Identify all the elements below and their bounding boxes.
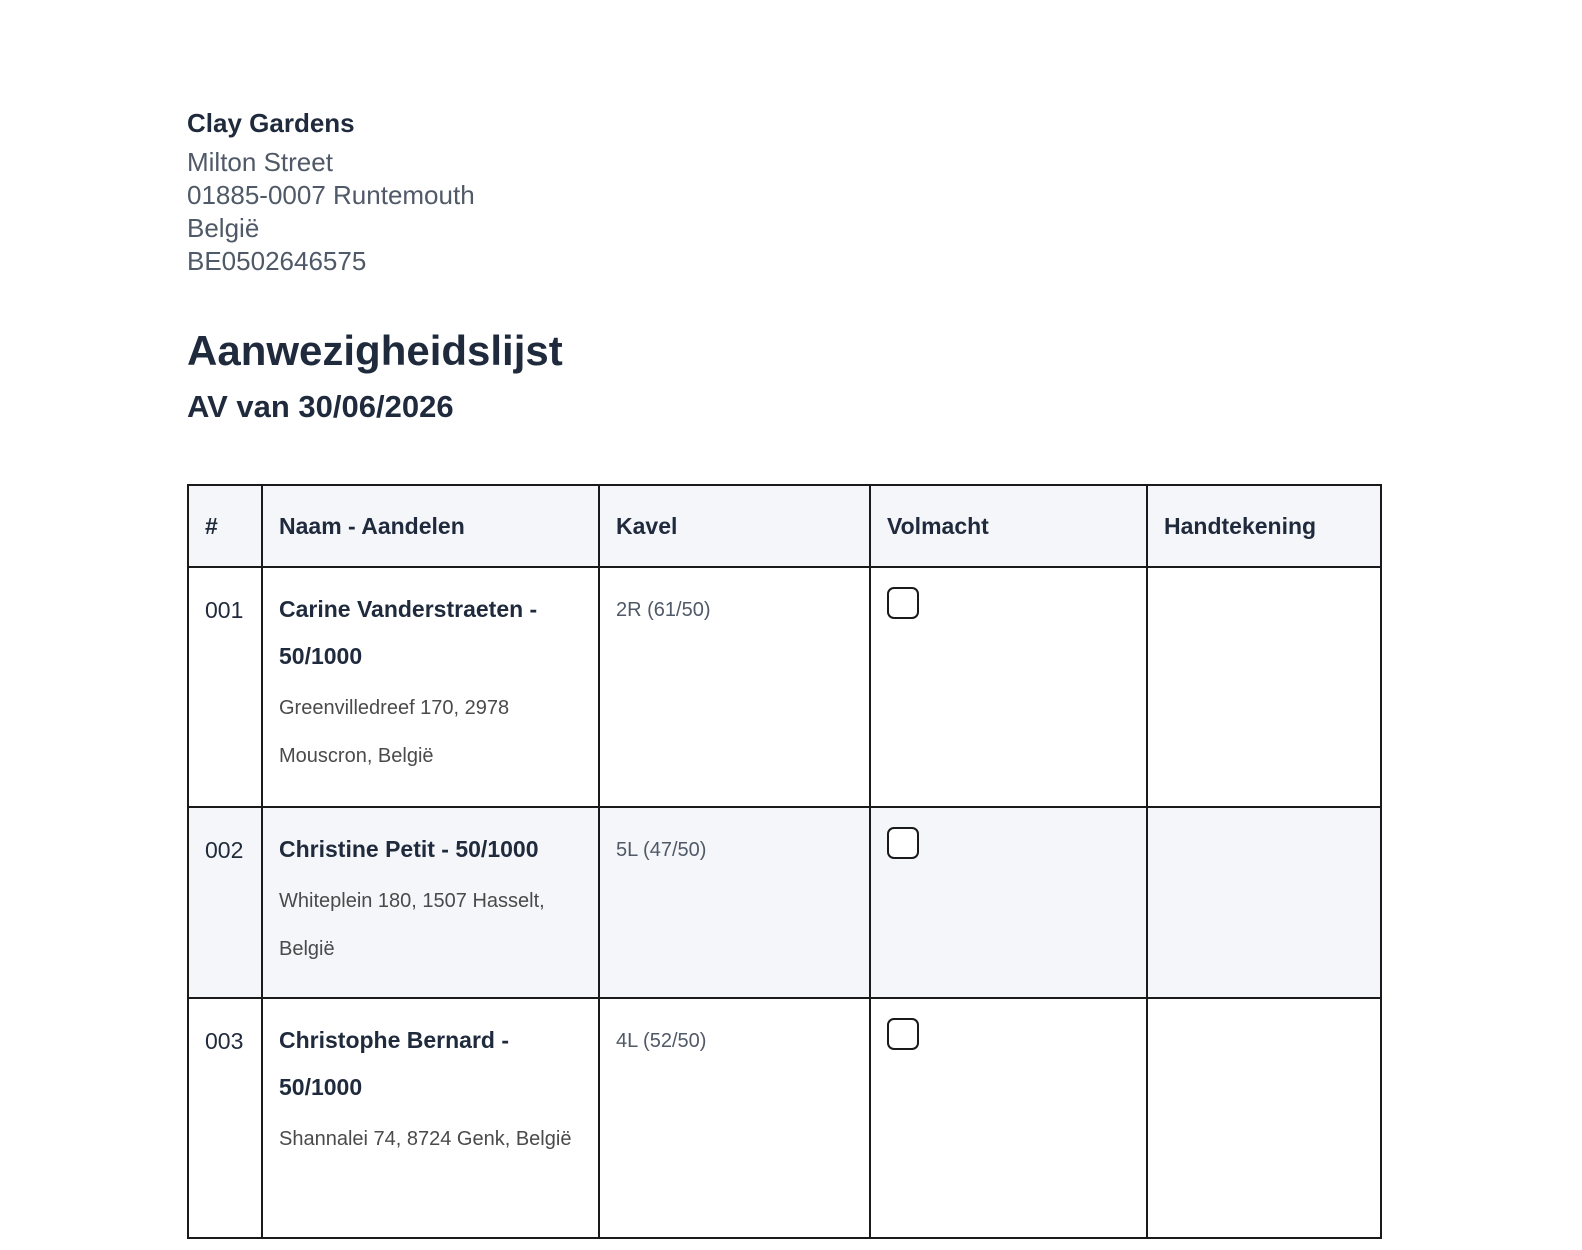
cell-lot bbox=[599, 807, 870, 998]
cell-proxy bbox=[870, 998, 1147, 1238]
table-header-row bbox=[188, 485, 1381, 567]
cell-proxy bbox=[870, 567, 1147, 807]
owner-address: Greenvilledreef 170, 2978 Mouscron, België bbox=[279, 697, 510, 767]
table-row bbox=[188, 998, 1381, 1238]
row-number: 001 bbox=[205, 597, 244, 623]
cell-num bbox=[188, 567, 262, 807]
cell-lot bbox=[599, 998, 870, 1238]
cell-proxy bbox=[870, 807, 1147, 998]
signature-field[interactable] bbox=[1147, 998, 1381, 1238]
header-proxy: Volmacht bbox=[870, 485, 1147, 567]
attendance-table bbox=[187, 484, 1382, 1239]
cell-lot bbox=[599, 567, 870, 807]
company-name: Clay Gardens bbox=[187, 108, 355, 138]
document-title: Aanwezigheidslijst bbox=[187, 327, 563, 374]
company-block bbox=[187, 108, 1582, 278]
cell-owner bbox=[262, 567, 599, 807]
signature-field[interactable] bbox=[1147, 807, 1381, 998]
table-row bbox=[188, 567, 1381, 807]
cell-num bbox=[188, 807, 262, 998]
company-country: België bbox=[187, 213, 260, 243]
cell-owner bbox=[262, 998, 599, 1238]
proxy-checkbox[interactable] bbox=[887, 587, 919, 619]
company-postal-city: 01885-0007 Runtemouth bbox=[187, 180, 475, 210]
lot-value: 5L (47/50) bbox=[616, 839, 707, 861]
proxy-checkbox[interactable] bbox=[887, 827, 919, 859]
cell-owner bbox=[262, 807, 599, 998]
owner-address: Whiteplein 180, 1507 Hasselt, België bbox=[279, 890, 545, 960]
header-signature: Handtekening bbox=[1147, 485, 1381, 567]
owner-address: Shannalei 74, 8724 Genk, België bbox=[279, 1128, 572, 1150]
owner-name: Christine Petit - 50/1000 bbox=[279, 836, 539, 862]
lot-value: 4L (52/50) bbox=[616, 1030, 707, 1052]
row-number: 002 bbox=[205, 837, 244, 863]
owner-name: Carine Vanderstraeten - 50/1000 bbox=[279, 596, 538, 669]
table-row bbox=[188, 807, 1381, 998]
row-number: 003 bbox=[205, 1028, 244, 1054]
proxy-checkbox[interactable] bbox=[887, 1018, 919, 1050]
signature-field[interactable] bbox=[1147, 567, 1381, 807]
company-vat: BE0502646575 bbox=[187, 246, 367, 276]
header-lot: Kavel bbox=[599, 485, 870, 567]
company-street: Milton Street bbox=[187, 147, 333, 177]
header-name: Naam - Aandelen bbox=[262, 485, 599, 567]
owner-name: Christophe Bernard - 50/1000 bbox=[279, 1027, 510, 1100]
header-num: # bbox=[188, 485, 262, 567]
lot-value: 2R (61/50) bbox=[616, 599, 711, 621]
document-subtitle: AV van 30/06/2026 bbox=[187, 389, 454, 424]
cell-num bbox=[188, 998, 262, 1238]
